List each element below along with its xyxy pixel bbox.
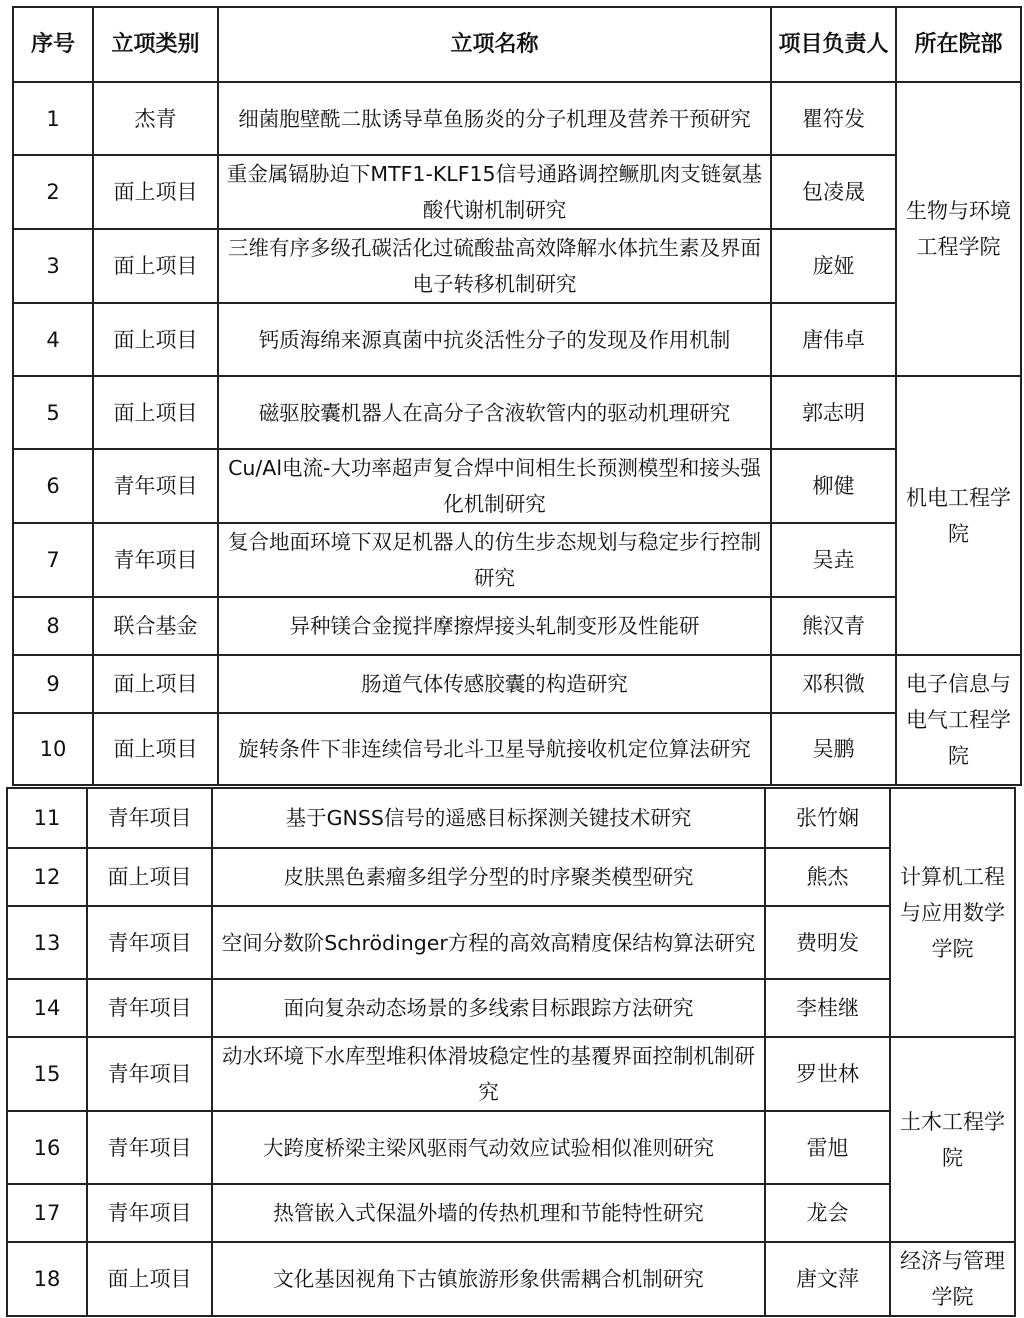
table-row [13,597,1021,655]
row-name: 肠道气体传感胶囊的构造研究 [218,655,771,713]
row-leader: 唐文萍 [765,1242,890,1316]
row-no: 17 [7,1184,87,1242]
projects-table-part-2 [6,787,1016,1317]
row-no: 3 [13,229,93,303]
row-name: 动水环境下水库型堆积体滑坡稳定性的基覆界面控制机制研究 [212,1037,765,1111]
row-leader: 柳健 [771,449,896,523]
row-category: 青年项目 [87,1037,212,1111]
college-cell: 土木工程学院 [890,1037,1015,1242]
college-cell: 计算机工程与应用数学学院 [890,788,1015,1037]
row-category: 面上项目 [93,229,218,303]
row-no: 6 [13,449,93,523]
row-name: 热管嵌入式保温外墙的传热机理和节能特性研究 [212,1184,765,1242]
table-row [13,229,1021,303]
row-name: 钙质海绵来源真菌中抗炎活性分子的发现及作用机制 [218,303,771,376]
row-category: 联合基金 [93,597,218,655]
row-no: 14 [7,979,87,1037]
table-row [7,1037,1015,1111]
row-category: 面上项目 [93,303,218,376]
row-leader: 瞿符发 [771,82,896,155]
row-name: 文化基因视角下古镇旅游形象供需耦合机制研究 [212,1242,765,1316]
row-leader: 吴垚 [771,523,896,597]
table-row [7,1184,1015,1242]
row-leader: 熊汉青 [771,597,896,655]
row-category: 青年项目 [87,1184,212,1242]
college-cell: 经济与管理学院 [890,1242,1015,1316]
row-leader: 唐伟卓 [771,303,896,376]
row-name: 旋转条件下非连续信号北斗卫星导航接收机定位算法研究 [218,713,771,785]
row-category: 青年项目 [87,979,212,1037]
row-no: 1 [13,82,93,155]
row-category: 杰青 [93,82,218,155]
row-category: 面上项目 [87,1242,212,1316]
row-no: 16 [7,1111,87,1184]
header-college: 所在院部 [896,7,1021,82]
row-name: 面向复杂动态场景的多线索目标跟踪方法研究 [212,979,765,1037]
table-row [7,979,1015,1037]
row-leader: 费明发 [765,906,890,979]
row-category: 面上项目 [93,713,218,785]
row-leader: 罗世林 [765,1037,890,1111]
row-no: 5 [13,376,93,449]
row-name: 细菌胞壁酰二肽诱导草鱼肠炎的分子机理及营养干预研究 [218,82,771,155]
table-row [13,376,1021,449]
row-category: 青年项目 [93,449,218,523]
table-row [13,82,1021,155]
header-name: 立项名称 [218,7,771,82]
college-cell: 机电工程学院 [896,376,1021,655]
row-no: 4 [13,303,93,376]
header-category: 立项类别 [93,7,218,82]
table-row [7,848,1015,906]
row-no: 2 [13,155,93,229]
table-row [13,523,1021,597]
row-name: 皮肤黑色素瘤多组学分型的时序聚类模型研究 [212,848,765,906]
row-category: 青年项目 [87,1111,212,1184]
college-cell: 生物与环境工程学院 [896,82,1021,376]
row-name: 复合地面环境下双足机器人的仿生步态规划与稳定步行控制研究 [218,523,771,597]
row-category: 面上项目 [93,655,218,713]
projects-table-part-1 [12,6,1022,786]
row-leader: 庞娅 [771,229,896,303]
row-no: 9 [13,655,93,713]
header-no: 序号 [13,7,93,82]
row-name: 三维有序多级孔碳活化过硫酸盐高效降解水体抗生素及界面电子转移机制研究 [218,229,771,303]
row-name: 空间分数阶Schrödinger方程的高效高精度保结构算法研究 [212,906,765,979]
row-category: 青年项目 [87,788,212,848]
row-leader: 张竹娴 [765,788,890,848]
row-category: 青年项目 [93,523,218,597]
header-row [13,7,1021,82]
row-category: 青年项目 [87,906,212,979]
table-row [7,1242,1015,1316]
row-name: 基于GNSS信号的遥感目标探测关键技术研究 [212,788,765,848]
row-no: 8 [13,597,93,655]
row-no: 13 [7,906,87,979]
row-no: 7 [13,523,93,597]
row-category: 面上项目 [93,155,218,229]
row-name: 磁驱胶囊机器人在高分子含液软管内的驱动机理研究 [218,376,771,449]
college-cell: 电子信息与电气工程学院 [896,655,1021,785]
table-row [7,906,1015,979]
row-leader: 郭志明 [771,376,896,449]
row-leader: 熊杰 [765,848,890,906]
row-leader: 包凌晟 [771,155,896,229]
row-no: 12 [7,848,87,906]
table-row [13,655,1021,713]
table-row [13,449,1021,523]
row-no: 10 [13,713,93,785]
row-name: 异种镁合金搅拌摩擦焊接头轧制变形及性能研 [218,597,771,655]
row-leader: 雷旭 [765,1111,890,1184]
row-category: 面上项目 [93,376,218,449]
table-row [7,1111,1015,1184]
row-no: 18 [7,1242,87,1316]
row-leader: 吴鹏 [771,713,896,785]
table-row [7,788,1015,848]
row-name: Cu/Al电流-大功率超声复合焊中间相生长预测模型和接头强化机制研究 [218,449,771,523]
row-no: 11 [7,788,87,848]
row-leader: 龙会 [765,1184,890,1242]
row-category: 面上项目 [87,848,212,906]
table-row [13,303,1021,376]
table-row [13,155,1021,229]
header-leader: 项目负责人 [771,7,896,82]
row-name: 重金属镉胁迫下MTF1-KLF15信号通路调控鳜肌肉支链氨基酸代谢机制研究 [218,155,771,229]
row-no: 15 [7,1037,87,1111]
row-name: 大跨度桥梁主梁风驱雨气动效应试验相似准则研究 [212,1111,765,1184]
row-leader: 邓积微 [771,655,896,713]
row-leader: 李桂继 [765,979,890,1037]
table-row [13,713,1021,785]
